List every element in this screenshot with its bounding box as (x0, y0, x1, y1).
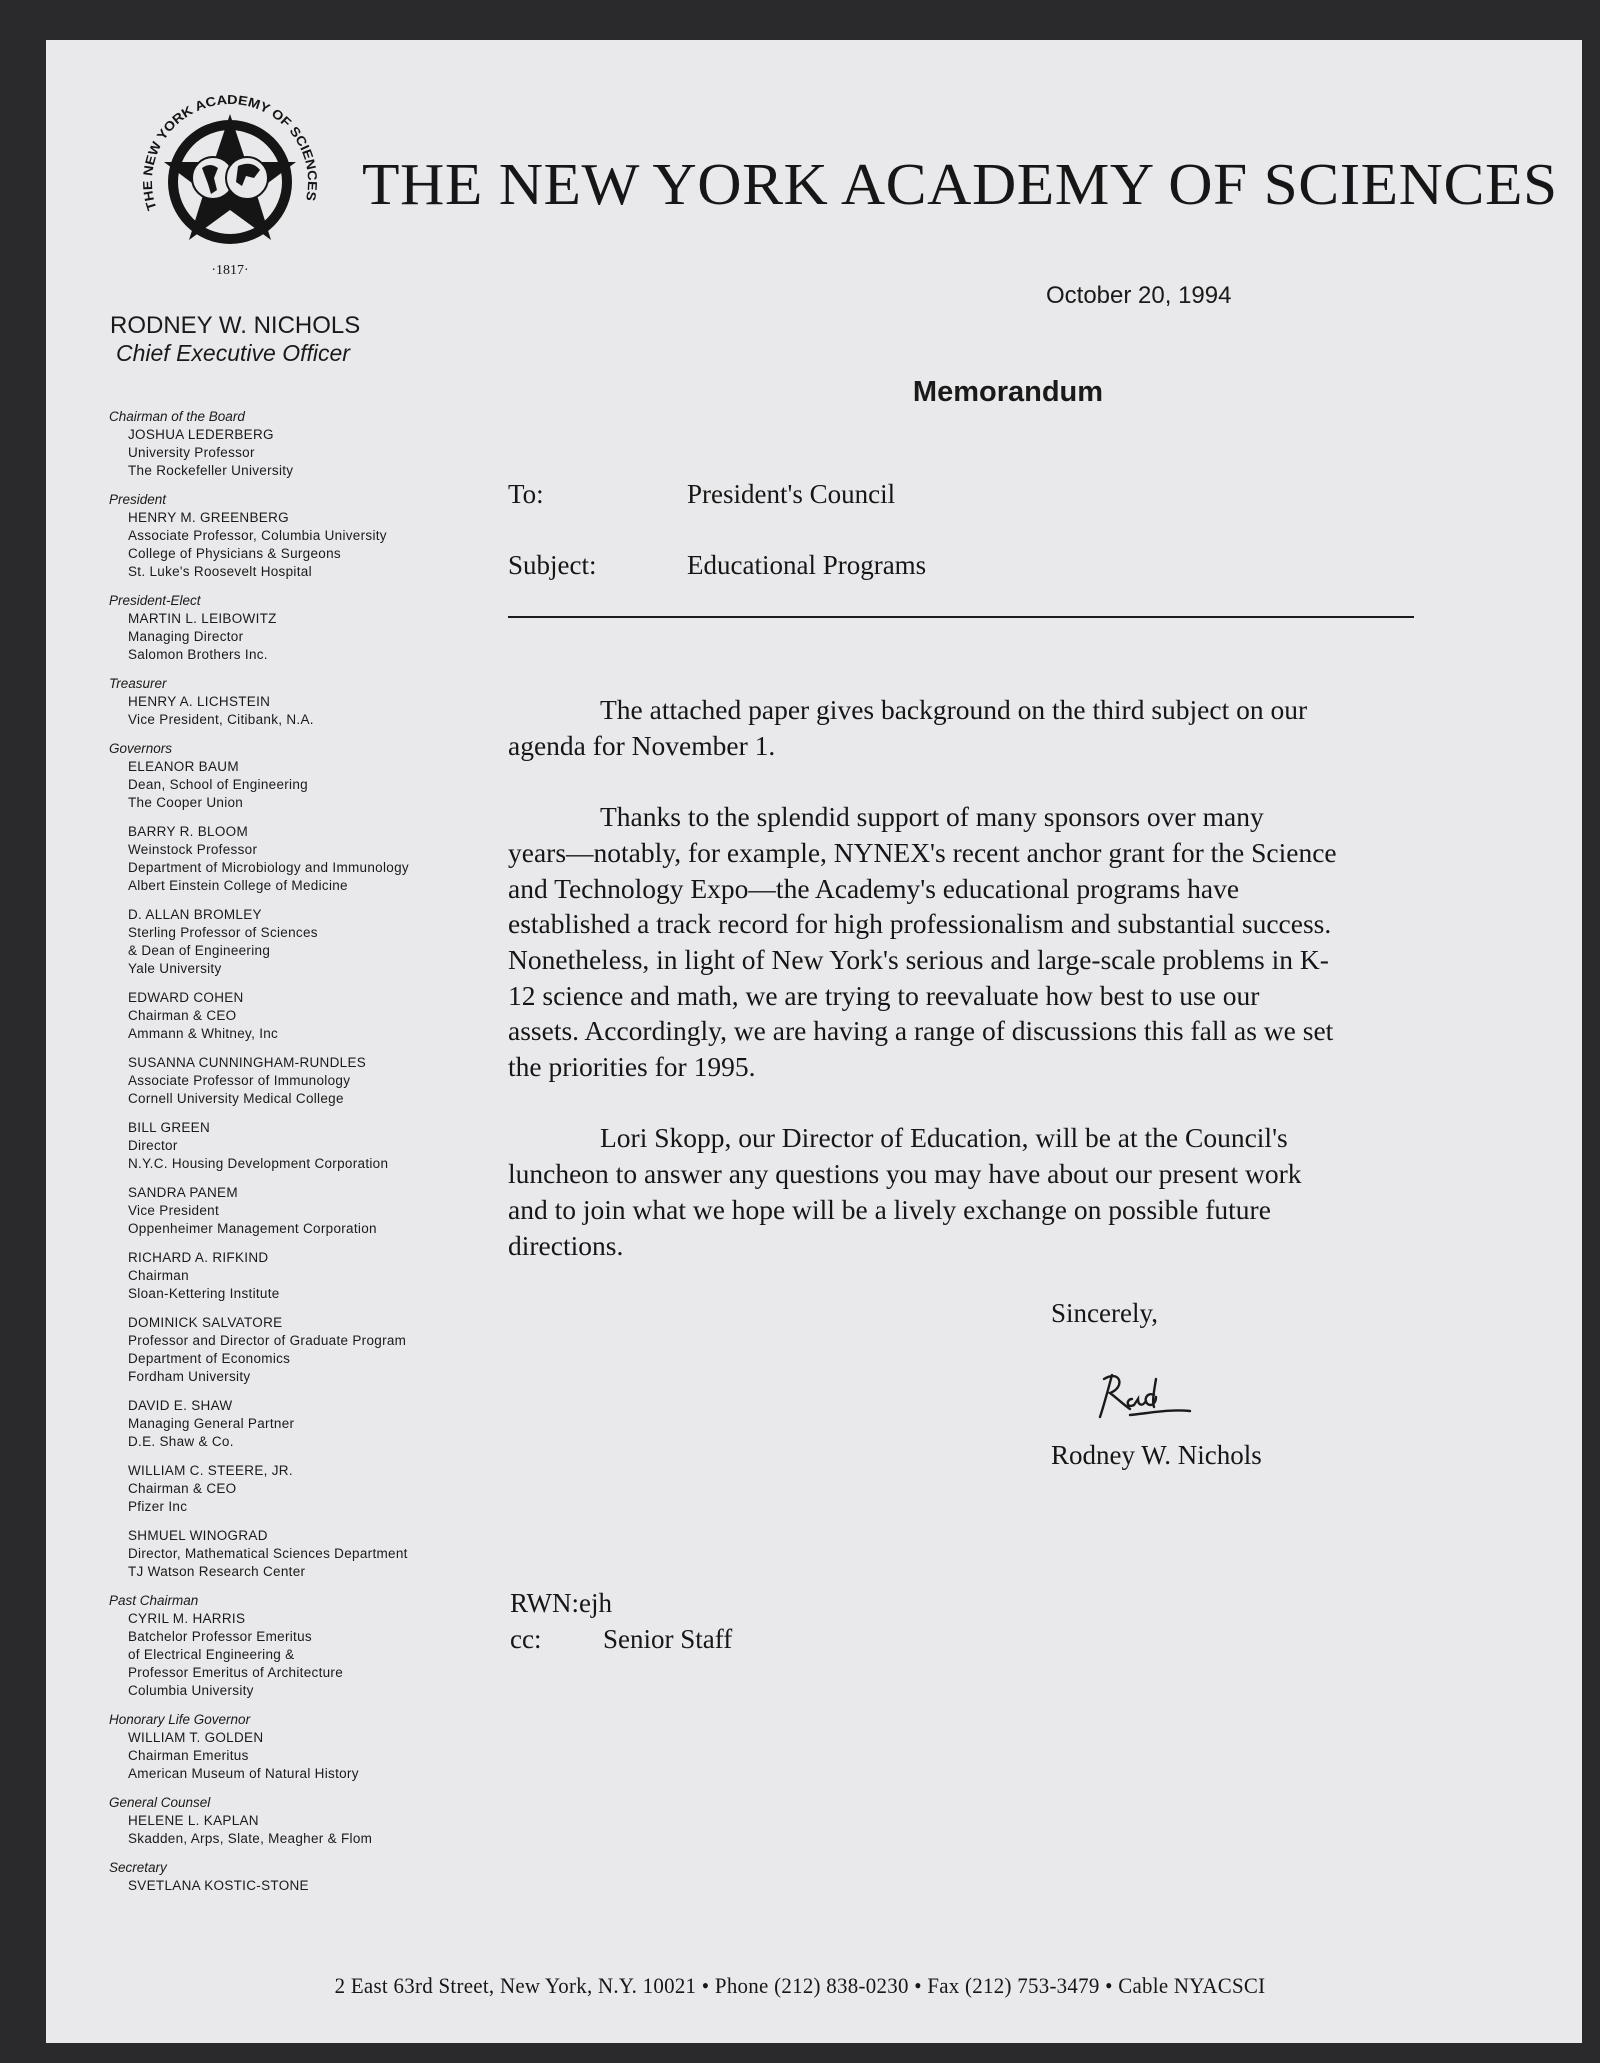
paragraph-line: assets. Accordingly, we are having a range of discussions this fall as we set (508, 1015, 1334, 1047)
board-member-detail: Department of Economics (128, 1351, 291, 1366)
board-member-name: HELENE L. KAPLAN (128, 1813, 259, 1828)
board-member-name: WILLIAM T. GOLDEN (128, 1730, 264, 1745)
memo-paragraph (508, 1120, 1488, 1263)
board-role-label: Chairman of the Board (109, 409, 245, 424)
board-member-name: JOSHUA LEDERBERG (128, 427, 274, 442)
paragraph-line: agenda for November 1. (508, 729, 776, 761)
board-member-detail: Vice President (128, 1203, 220, 1218)
board-member-detail: of Electrical Engineering & (128, 1647, 295, 1662)
board-member-detail: Sloan-Kettering Institute (128, 1286, 280, 1301)
board-member-detail: St. Luke's Roosevelt Hospital (128, 564, 312, 579)
board-member-detail: Batchelor Professor Emeritus (128, 1629, 312, 1644)
paragraph-line: established a track record for high professionalism and substantial success. (508, 908, 1332, 940)
board-member-detail: Director, Mathematical Sciences Department (128, 1546, 408, 1561)
memo-paragraph (508, 692, 1488, 763)
board-group (109, 740, 469, 812)
board-member-detail: Oppenheimer Management Corporation (128, 1221, 377, 1236)
executive-title: Chief Executive Officer (116, 340, 350, 366)
board-member-detail: Managing Director (128, 629, 244, 644)
executive-name: RODNEY W. NICHOLS (110, 312, 361, 339)
board-member-detail: Skadden, Arps, Slate, Meagher & Flom (128, 1831, 373, 1846)
board-role-label: President (109, 492, 167, 507)
board-member-detail: Albert Einstein College of Medicine (128, 878, 348, 893)
board-group (109, 592, 469, 664)
board-member-detail: Professor Emeritus of Architecture (128, 1665, 344, 1680)
board-group (109, 1592, 469, 1700)
board-list (109, 408, 469, 1906)
board-member-name: MARTIN L. LEIBOWITZ (128, 611, 277, 626)
board-member-detail: College of Physicians & Surgeons (128, 546, 341, 561)
subject-label: Subject: (508, 550, 597, 580)
board-member-detail: Dean, School of Engineering (128, 777, 308, 792)
board-member-name: D. ALLAN BROMLEY (128, 907, 262, 922)
paragraph-line: Nonetheless, in light of New York's serious and large-scale problems in K- (508, 943, 1329, 975)
to-value: President's Council (687, 479, 896, 509)
paragraph-line: Lori Skopp, our Director of Education, will be at the Council's (600, 1122, 1288, 1154)
board-member-detail: Salomon Brothers Inc. (128, 647, 268, 662)
board-member-name: RICHARD A. RIFKIND (128, 1250, 269, 1265)
board-member-detail: Chairman & CEO (128, 1008, 237, 1023)
board-member-detail: Sterling Professor of Sciences (128, 925, 318, 940)
paragraph-line: Thanks to the splendid support of many sponsors over many (600, 801, 1264, 833)
signature (1090, 1365, 1210, 1425)
cc-label: cc: (510, 1624, 542, 1654)
typist-initials: RWN:ejh (510, 1588, 612, 1618)
board-member-name: BILL GREEN (128, 1120, 211, 1135)
memo-heading: Memorandum (912, 376, 1104, 408)
board-group (109, 1314, 469, 1386)
board-member-name: SVETLANA KOSTIC-STONE (128, 1878, 309, 1893)
board-member-name: WILLIAM C. STEERE, JR. (128, 1463, 293, 1478)
board-group (109, 989, 469, 1043)
memo-paragraph (508, 799, 1488, 1085)
board-member-detail: Vice President, Citibank, N.A. (128, 712, 314, 727)
board-group (109, 1859, 469, 1895)
board-role-label: President-Elect (109, 593, 201, 608)
board-member-detail: Department of Microbiology and Immunology (128, 860, 409, 875)
board-member-detail: American Museum of Natural History (128, 1766, 359, 1781)
board-member-detail: Columbia University (128, 1683, 254, 1698)
board-member-name: SANDRA PANEM (128, 1185, 238, 1200)
board-member-detail: & Dean of Engineering (128, 943, 271, 958)
board-group (109, 675, 469, 729)
board-group (109, 491, 469, 581)
board-role-label: Governors (109, 741, 173, 756)
memo-body (508, 692, 1488, 1299)
board-group (109, 1249, 469, 1303)
header-divider (508, 616, 1414, 618)
board-member-detail: University Professor (128, 445, 255, 460)
board-member-detail: Professor and Director of Graduate Program (128, 1333, 407, 1348)
board-member-name: BARRY R. BLOOM (128, 824, 248, 839)
board-member-detail: Associate Professor, Columbia University (128, 528, 387, 543)
board-group (109, 1462, 469, 1516)
board-member-detail: D.E. Shaw & Co. (128, 1434, 234, 1449)
board-member-detail: Yale University (128, 961, 222, 976)
board-group (109, 1054, 469, 1108)
board-member-detail: Ammann & Whitney, Inc (128, 1026, 279, 1041)
paragraph-line: the priorities for 1995. (508, 1051, 756, 1083)
paragraph-line: and to join what we hope will be a lively exchange on possible future (508, 1193, 1271, 1225)
board-member-name: SUSANNA CUNNINGHAM-RUNDLES (128, 1055, 367, 1070)
board-member-name: HENRY M. GREENBERG (128, 510, 289, 525)
paragraph-line: luncheon to answer any questions you may have about our present work (508, 1158, 1302, 1190)
academy-seal-logo (140, 92, 320, 282)
signer-name: Rodney W. Nichols (1051, 1440, 1262, 1470)
board-member-name: ELEANOR BAUM (128, 759, 239, 774)
board-group (109, 823, 469, 895)
board-role-label: Honorary Life Governor (109, 1712, 251, 1727)
board-group (109, 1184, 469, 1238)
cc-value: Senior Staff (603, 1624, 733, 1654)
closing: Sincerely, (1051, 1298, 1158, 1328)
board-member-detail: N.Y.C. Housing Development Corporation (128, 1156, 389, 1171)
letterhead-footer: 2 East 63rd Street, New York, N.Y. 10021 • Phone (212) 838-0230 • Fax (212) 753-3479 • Cable NYACSCI (334, 1973, 1266, 1998)
board-group (109, 1794, 469, 1848)
board-group (109, 1527, 469, 1581)
board-role-label: General Counsel (109, 1795, 211, 1810)
board-member-name: EDWARD COHEN (128, 990, 244, 1005)
board-member-name: CYRIL M. HARRIS (128, 1611, 246, 1626)
paragraph-line: and Technology Expo—the Academy's educational programs have (508, 872, 1240, 904)
seal-ring-text: THE NEW YORK ACADEMY OF SCIENCES (140, 92, 320, 213)
board-member-detail: Cornell University Medical College (128, 1091, 344, 1106)
board-member-detail: TJ Watson Research Center (128, 1564, 306, 1579)
paragraph-line: years—notably, for example, NYNEX's recent anchor grant for the Science (508, 836, 1337, 868)
paragraph-line: 12 science and math, we are trying to reevaluate how best to use our (508, 979, 1260, 1011)
board-group (109, 1711, 469, 1783)
subject-value: Educational Programs (687, 550, 927, 580)
board-member-name: HENRY A. LICHSTEIN (128, 694, 271, 709)
board-member-detail: The Rockefeller University (128, 463, 294, 478)
board-group (109, 408, 469, 480)
board-member-detail: Chairman Emeritus (128, 1748, 249, 1763)
to-label: To: (508, 479, 544, 509)
memo-date: October 20, 1994 (1046, 282, 1232, 309)
board-member-detail: Chairman & CEO (128, 1481, 237, 1496)
board-member-detail: Chairman (128, 1268, 189, 1283)
board-member-detail: Weinstock Professor (128, 842, 258, 857)
seal-year: ·1817· (211, 263, 249, 278)
board-group (109, 1397, 469, 1451)
board-member-detail: Managing General Partner (128, 1416, 295, 1431)
board-group (109, 906, 469, 978)
board-member-name: SHMUEL WINOGRAD (128, 1528, 268, 1543)
board-role-label: Past Chairman (109, 1593, 199, 1608)
board-member-name: DOMINICK SALVATORE (128, 1315, 283, 1330)
board-member-detail: Fordham University (128, 1369, 251, 1384)
organization-title: THE NEW YORK ACADEMY OF SCIENCES (362, 151, 1558, 217)
board-member-detail: The Cooper Union (128, 795, 244, 810)
board-group (109, 1119, 469, 1173)
board-member-detail: Associate Professor of Immunology (128, 1073, 351, 1088)
board-member-detail: Pfizer Inc (128, 1499, 188, 1514)
board-role-label: Treasurer (109, 676, 167, 691)
board-role-label: Secretary (109, 1860, 167, 1875)
paragraph-line: directions. (508, 1229, 624, 1261)
paragraph-line: The attached paper gives background on the third subject on our (600, 694, 1308, 725)
board-member-name: DAVID E. SHAW (128, 1398, 233, 1413)
board-member-detail: Director (128, 1138, 178, 1153)
